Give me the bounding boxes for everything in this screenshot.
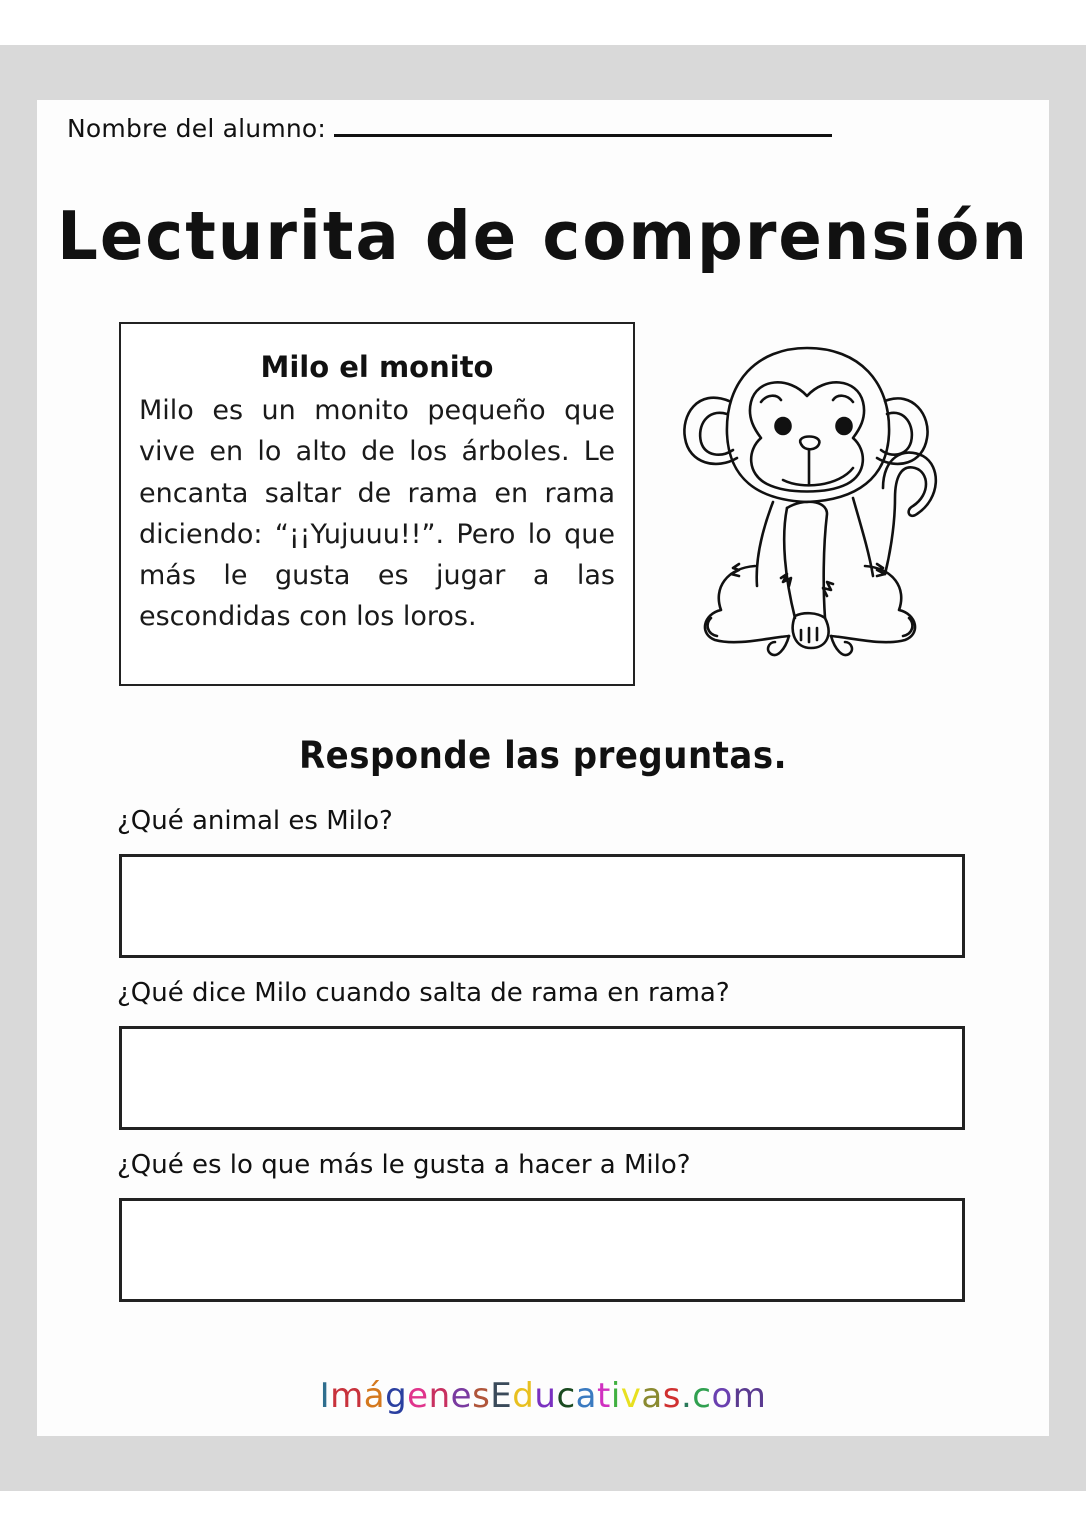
logo-letter: o xyxy=(711,1376,733,1416)
logo-letter: c xyxy=(556,1376,576,1416)
student-name-blank-line[interactable] xyxy=(334,118,832,137)
page-title: Lecturita de comprensión xyxy=(57,198,1029,276)
logo-letter: m xyxy=(732,1376,767,1416)
logo-letter: s xyxy=(662,1376,681,1416)
logo-letter: t xyxy=(596,1376,611,1416)
monkey-icon xyxy=(677,338,945,664)
answer-box-2[interactable] xyxy=(119,1026,965,1130)
logo-letter: d xyxy=(512,1376,535,1416)
question-2: ¿Qué dice Milo cuando salta de rama en rama? xyxy=(117,978,730,1008)
logo-letter: E xyxy=(490,1376,513,1416)
logo-letter: s xyxy=(472,1376,491,1416)
logo-letter: n xyxy=(428,1376,451,1416)
answer-box-3[interactable] xyxy=(119,1198,965,1302)
logo-letter: . xyxy=(680,1376,693,1416)
answer-box-1[interactable] xyxy=(119,854,965,958)
logo-letter: e xyxy=(407,1376,429,1416)
logo-letter: I xyxy=(319,1376,331,1416)
logo-letter: m xyxy=(330,1376,364,1416)
logo-letter: c xyxy=(692,1376,712,1416)
logo-letter: i xyxy=(610,1376,621,1416)
story-text: Milo es un monito pequeño que vive en lo alto de los árboles. Le encanta saltar de rama en rama diciendo: “¡¡Yujuuu!!”. Pero lo que más le gusta es jugar a las escondidas con los loros. xyxy=(139,395,615,633)
question-1: ¿Qué animal es Milo? xyxy=(117,806,393,836)
logo-letter: a xyxy=(575,1376,597,1416)
logo-letter: a xyxy=(641,1376,663,1416)
questions-heading: Responde las preguntas. xyxy=(298,734,788,778)
logo-letter: g xyxy=(385,1376,408,1416)
logo-letter: u xyxy=(534,1376,557,1416)
story-box xyxy=(119,322,635,686)
logo-letter: e xyxy=(450,1376,473,1416)
student-name-row xyxy=(67,114,832,143)
logo-letter: á xyxy=(363,1376,386,1416)
story-title: Milo el monito xyxy=(260,350,494,384)
student-name-label: Nombre del alumno: xyxy=(67,114,327,143)
worksheet-page xyxy=(37,100,1049,1436)
footer-logo xyxy=(37,1376,1049,1416)
question-3: ¿Qué es lo que más le gusta a hacer a Milo? xyxy=(117,1150,691,1180)
logo-letter: v xyxy=(620,1376,642,1416)
